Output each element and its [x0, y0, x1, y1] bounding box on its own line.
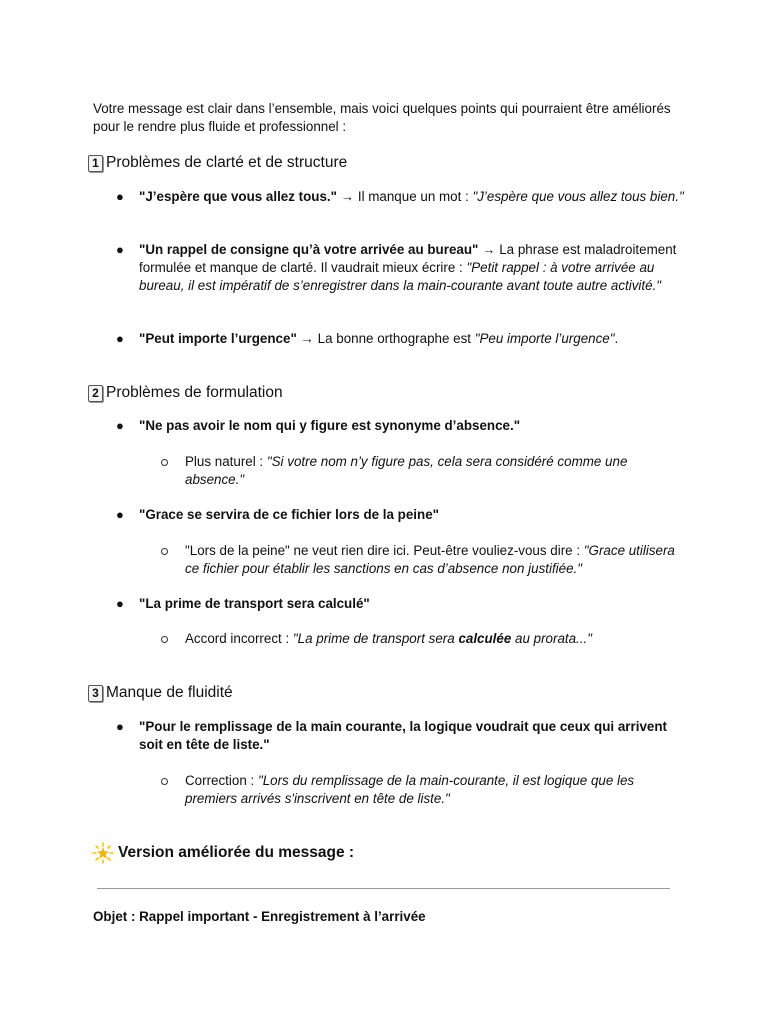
list-item	[139, 506, 684, 524]
suggestion-text: "Peu importe l’urgence"	[474, 331, 615, 346]
list-item	[139, 718, 684, 754]
list-item	[139, 241, 684, 295]
sub-list-item	[185, 772, 685, 808]
section-heading-3	[88, 683, 233, 703]
list-item	[139, 330, 684, 348]
bullet-icon: ●	[116, 596, 124, 611]
improved-version-title: Version améliorée du message :	[118, 844, 355, 861]
comment-text: → Il manque un mot :	[337, 189, 473, 204]
intro-paragraph: Votre message est clair dans l’ensemble, mais voici quelques points qui pourraient être améliorés pour le rendre plus fluide et professionnel :	[93, 101, 671, 134]
suggestion-text: "Grace utilisera ce fichier pour établir les sanctions en cas d’absence non justifiée."	[185, 543, 675, 576]
list-item	[139, 188, 684, 206]
section-title-3: Manque de fluidité	[106, 684, 233, 701]
comment-text: → La phrase est maladroitement formulée et manque de clarté. Il vaudrait mieux écrire :	[139, 242, 677, 275]
quoted-phrase: "J’espère que vous allez tous."	[139, 189, 338, 204]
list-item	[139, 595, 684, 613]
keycap-number-3-icon: 3	[88, 685, 103, 702]
corrected-word: calculée	[458, 631, 512, 646]
sub-prefix: Plus naturel :	[185, 454, 267, 469]
sub-list-item	[185, 453, 685, 489]
quoted-phrase: "Un rappel de consigne qu’à votre arrivée au bureau"	[139, 242, 479, 257]
bullet-icon: ●	[116, 242, 124, 257]
section-title-2: Problèmes de formulation	[106, 384, 283, 401]
bullet-icon: ●	[116, 719, 124, 734]
suggestion-text: "J’espère que vous allez tous bien."	[472, 189, 684, 204]
section-title-1: Problèmes de clarté et de structure	[106, 154, 348, 171]
suggestion-text: "Petit rappel : à votre arrivée au bureau, il est impératif de s’enregistrer dans la main-courante avant toute autre activité."	[139, 260, 662, 293]
suggestion-text: "Lors du remplissage de la main-courante, il est logique que les premiers arrivés s'inscrivent en tête de liste."	[185, 773, 635, 806]
bullet-icon: ●	[116, 331, 124, 346]
section-heading-2	[88, 383, 283, 403]
sub-list-item	[185, 630, 685, 648]
keycap-number-2-icon: 2	[88, 385, 103, 402]
horizontal-divider	[97, 888, 670, 889]
suggestion-text: au prorata..."	[511, 631, 592, 646]
quoted-phrase: "Grace se servira de ce fichier lors de la peine"	[139, 507, 440, 522]
comment-text: → La bonne orthographe est	[296, 331, 475, 346]
sub-bullet-icon	[161, 548, 168, 555]
section-heading-1	[88, 153, 347, 173]
glowing-star-icon	[92, 842, 114, 864]
sub-prefix: Accord incorrect :	[185, 631, 293, 646]
sub-list-item	[185, 542, 685, 578]
bullet-icon: ●	[116, 418, 124, 433]
quoted-phrase: "Peut importe l’urgence"	[139, 331, 297, 346]
sub-bullet-icon	[161, 778, 168, 785]
quoted-phrase: "Ne pas avoir le nom qui y figure est synonyme d’absence."	[139, 418, 521, 433]
bullet-icon: ●	[116, 507, 124, 522]
keycap-number-1-icon: 1	[88, 155, 103, 172]
bullet-icon: ●	[116, 189, 124, 204]
sub-bullet-icon	[161, 636, 168, 643]
sub-prefix: "Lors de la peine" ne veut rien dire ici. Peut-être vouliez-vous dire :	[185, 543, 584, 558]
suggestion-text: "Si votre nom n’y figure pas, cela sera considéré comme une absence."	[185, 454, 628, 487]
period: .	[614, 331, 619, 346]
email-subject-line: Objet : Rappel important - Enregistrement à l’arrivée	[93, 909, 426, 924]
suggestion-text: "La prime de transport sera	[292, 631, 459, 646]
sub-bullet-icon	[161, 459, 168, 466]
quoted-phrase: "La prime de transport sera calculé"	[139, 596, 370, 611]
quoted-phrase: "Pour le remplissage de la main courante, la logique voudrait que ceux qui arrivent soit en tête de liste."	[139, 719, 667, 752]
list-item	[139, 417, 684, 435]
sub-prefix: Correction :	[185, 773, 258, 788]
